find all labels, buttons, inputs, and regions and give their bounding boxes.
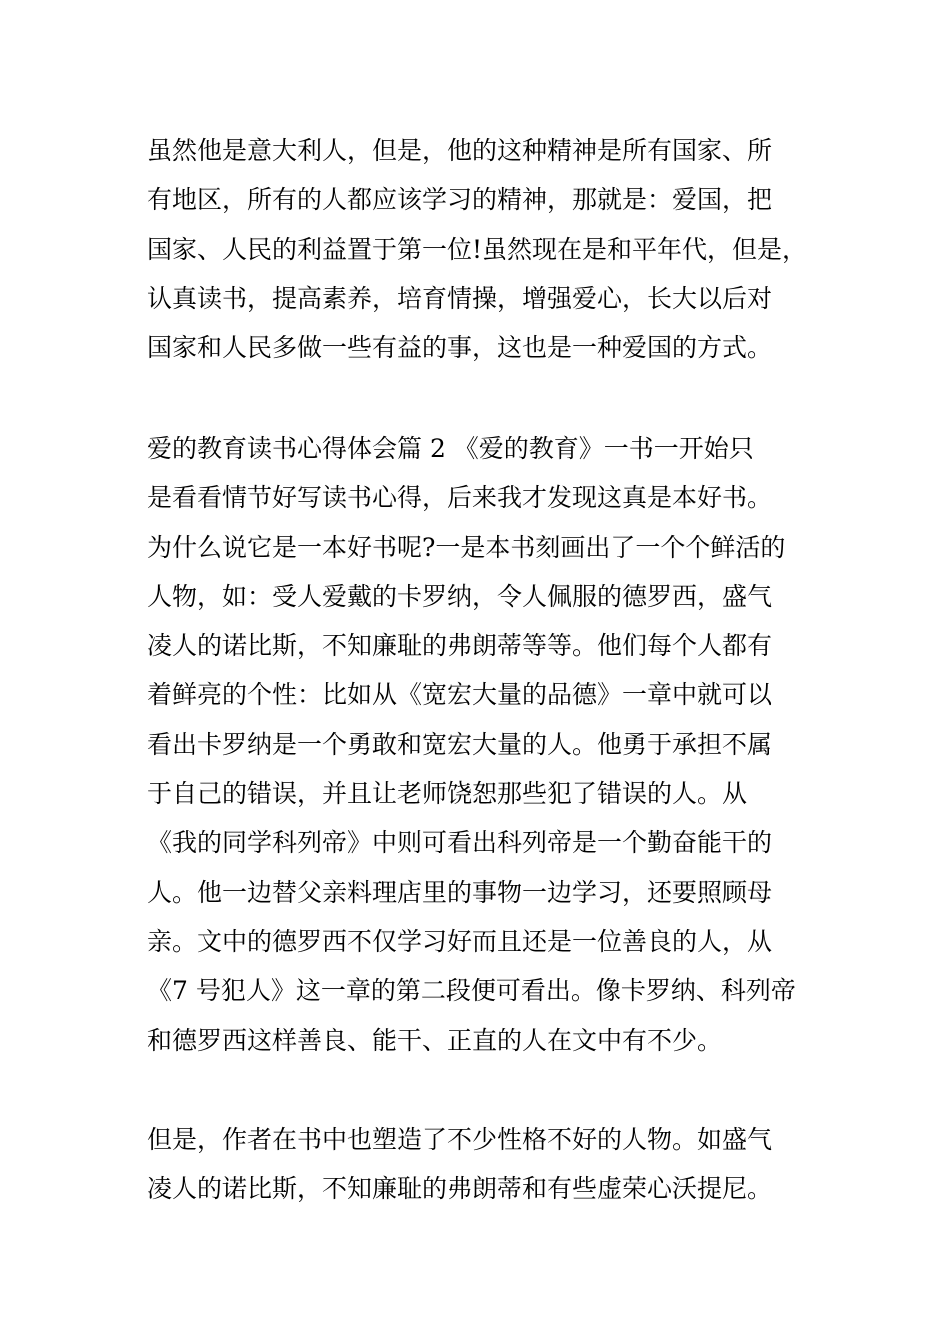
text-line: 是看看情节好写读书心得，后来我才发现这真是本好书。 [147, 483, 773, 513]
text-line: 看出卡罗纳是一个勇敢和宽宏大量的人。他勇于承担不属 [147, 729, 773, 759]
text-line: 亲。文中的德罗西不仅学习好而且还是一位善良的人，从 [147, 926, 773, 956]
text-line: 国家和人民多做一些有益的事，这也是一种爱国的方式。 [147, 333, 773, 363]
text-line: 但是，作者在书中也塑造了不少性格不好的人物。如盛气 [147, 1125, 773, 1154]
text-line: 凌人的诺比斯，不知廉耻的弗朗蒂等等。他们每个人都有 [147, 631, 773, 661]
text-line: 和德罗西这样善良、能干、正直的人在文中有不少。 [147, 1025, 723, 1055]
text-line: 为什么说它是一本好书呢?一是本书刻画出了一个个鲜活的 [147, 532, 786, 562]
text-line: 有地区，所有的人都应该学习的精神，那就是：爱国，把 [147, 185, 773, 215]
text-line: 国家、人民的利益置于第一位!虽然现在是和平年代，但是， [147, 234, 808, 264]
paragraph-3 [147, 1115, 772, 1214]
text-line: 《我的同学科列帝》中则可看出科列帝是一个勤奋能干的 [147, 828, 773, 858]
text-line: 爱的教育读书心得体会篇 2 《爱的教育》一书一开始只 [147, 434, 754, 463]
text-line: 着鲜亮的个性：比如从《宽宏大量的品德》一章中就可以 [147, 680, 773, 710]
text-line: 人物，如：受人爱戴的卡罗纳，令人佩服的德罗西，盛气 [147, 581, 773, 611]
text-line: 凌人的诺比斯，不知廉耻的弗朗蒂和有些虚荣心沃提尼。 [147, 1174, 773, 1204]
text-line: 认真读书，提高素养，培育情操，增强爱心，长大以后对 [147, 283, 773, 313]
text-line: 《7 号犯人》这一章的第二段便可看出。像卡罗纳、科列帝 [147, 976, 796, 1006]
text-line: 于自己的错误，并且让老师饶恕那些犯了错误的人。从 [147, 779, 748, 809]
paragraph-1 [147, 126, 807, 372]
paragraph-2 [147, 424, 796, 1065]
text-line: 人。他一边替父亲料理店里的事物一边学习，还要照顾母 [147, 877, 773, 907]
text-line: 虽然他是意大利人，但是，他的这种精神是所有国家、所 [147, 136, 773, 165]
